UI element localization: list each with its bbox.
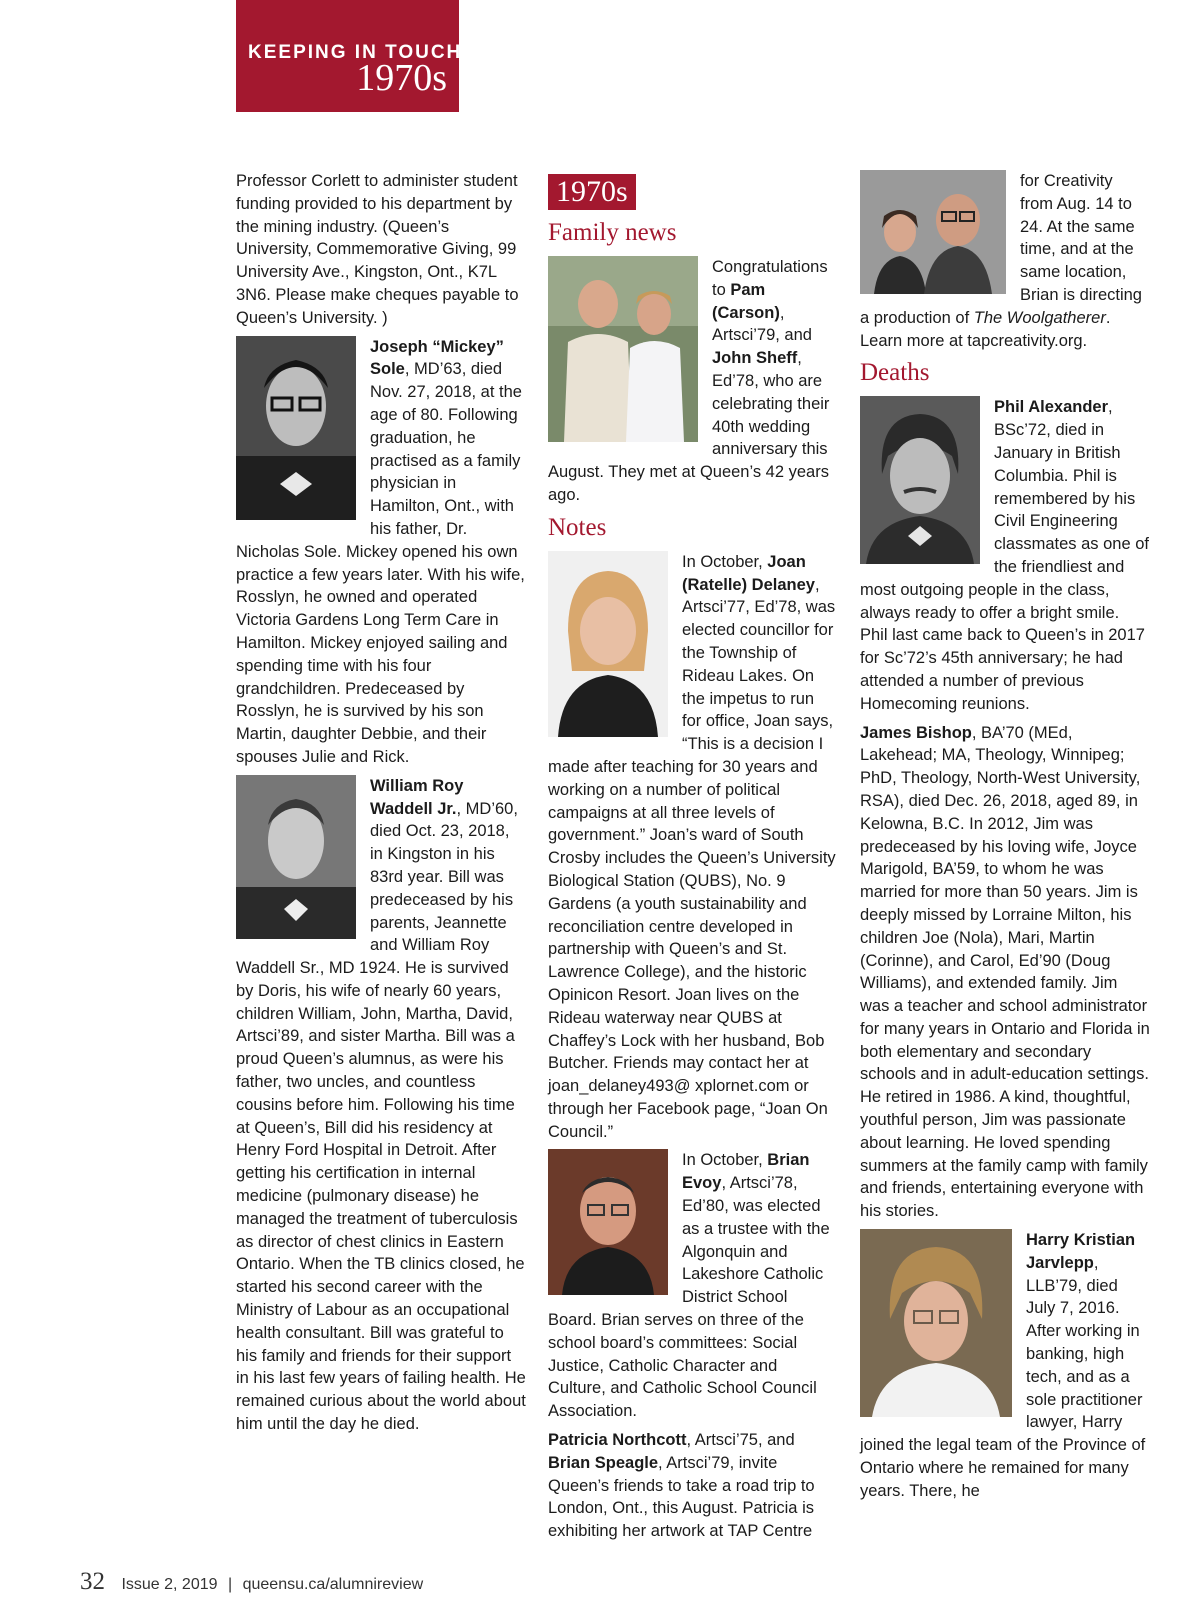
northcott-cont-text-1: for Creativity from Aug. 14 to 24. At the same time, and at the same location, Brian is directing a production of [860, 172, 1142, 327]
northcott-cont-text-2: . Learn more at tapcreativity.org. [860, 308, 1111, 350]
obituary-text-alexander: , BSc’72, died in January in British Columbia. Phil is remembered by his Civil Engineering classmates as one of the friendliest and most outgoing people in the class, always ready to offer a bright smile. Phil last came back to Queen’s in 2017 for Sc’72’s 45th anniversary; he had attended a number of previous Homecoming reunions. [860, 398, 1149, 713]
footer-separator: | [227, 1576, 233, 1593]
photo-joseph-sole [236, 336, 356, 520]
family-news-heading: Family news [548, 219, 677, 246]
family-news-item [548, 256, 836, 507]
photo-william-waddell [236, 775, 356, 939]
name-harry-jarvlepp: Harry Kristian Jarvlepp [1026, 1231, 1136, 1272]
obituary-waddell [236, 775, 526, 1436]
obituary-text-waddell: , MD’60, died Oct. 23, 2018, in Kingston in his 83rd year. Bill was predeceased by his parents, Jeannette and William Roy Waddell Sr., MD 1924. He is survived by Doris, his wife of nearly 60 years, children William, John, Martha, David, Artsci’89, and sister Martha. Bill was a proud Queen’s alumnus, as were his father, two uncles, and countless cousins before him. Following his time at Queen’s, Bill did his residency at Henry Ford Hospital in Detroit. After getting his certification in internal medicine (pulmonary disease) he managed the treatment of tuberculosis as director of chest clinics in Eastern Ontario. When the TB clinics closed, he started his second career with the Ministry of Labour as an occupational health consultant. Bill was grateful to his family and friends for their support in his last few years of failing health. He remained curious about the world about him until the day he died. [236, 799, 526, 1434]
obituary-jarvlepp [860, 1229, 1150, 1503]
obituary-alexander [860, 396, 1150, 715]
evoy-text-2: , Artsci’78, Ed’80, was elected as a trustee with the Algonquin and Lakeshore Catholic District School Board. Brian serves on three of the school board’s committees: Social Justice, Catholic Character and Culture, and Catholic School Council Association. [548, 1174, 830, 1421]
name-james-bishop: James Bishop [860, 723, 972, 742]
name-john-sheff: John Sheff [712, 349, 798, 368]
delaney-text-2: , Artsci’77, Ed’78, was elected councillor for the Township of Rideau Lakes. On the impetus to run for office, Joan says, “This is a decision I made after teaching for 30 years and working on a number of political campaigns at all three levels of government.” Joan’s ward of South Crosby includes the Queen’s University Biological Station (QUBS), No. 9 Gardens (a youth sustainability and reconciliation centre developed in partnership with Queen’s and St. Lawrence College), and the historic Opinicon Resort. Joan lives on the Rideau waterway near QUBS at Chaffey’s Lock with her husband, Bob Butcher. Friends may contact her at joan_delaney493@ xplornet.com or through her Facebook page, “Joan On Council.” [548, 575, 836, 1141]
note-delaney [548, 551, 836, 1144]
family-text-2: , Artsci’79, and [712, 303, 812, 345]
intro-paragraph: Professor Corlett to administer student funding provided to his department by the mining industry. (Queen’s University, Commemorative Giving, 99 University Ave., Kingston, Ont., K7L 3N6. Please make cheques payable to Queen’s University. ) [236, 172, 519, 327]
photo-northcott-speagle [860, 170, 1006, 294]
obituary-text-sole: , MD’63, died Nov. 27, 2018, at the age of 80. Following graduation, he practised as a family physician in Hamilton, Ont., with his father, Dr. Nicholas Sole. Mickey opened his own practice a few years later. With his wife, Rosslyn, he owned and operated Victoria Gardens Long Term Care in Hamilton. Mickey enjoyed sailing and spending time with his four grandchildren. Predeceased by Rosslyn, he is survived by his son Martin, daughter Debbie, and their spouses Julie and Rick. [236, 360, 525, 766]
issue-label: Issue 2, 2019 [121, 1576, 218, 1593]
section-title: KEEPING IN TOUCH [248, 42, 463, 63]
obituary-text-jarvlepp: , LLB’79, died July 7, 2016. After working in banking, high tech, and as a sole practitioner lawyer, Harry joined the legal team of the Province of Ontario where he remained for many years. There, he [860, 1253, 1146, 1500]
name-brian-speagle: Brian Speagle [548, 1453, 659, 1472]
name-brian-evoy: Brian Evoy [682, 1151, 810, 1193]
obituary-bishop [860, 722, 1150, 1224]
name-phil-alexander: Phil Alexander [994, 398, 1109, 417]
decade-badge: 1970s [548, 174, 636, 210]
notes-heading: Notes [548, 513, 607, 541]
play-title: The Woolgatherer [973, 308, 1106, 327]
note-northcott-continued [860, 170, 1150, 352]
evoy-text-1: In October, [682, 1151, 768, 1170]
column-1 [236, 170, 526, 1442]
family-text-3: , Ed’78, who are celebrating their 40th wedding anniversary this August. They met at Queen’s 42 years ago. [548, 349, 830, 504]
northcott-text-1: , Artsci’75, and [686, 1431, 795, 1450]
name-joseph-sole: Joseph “Mickey” Sole [370, 337, 504, 379]
photo-phil-alexander [860, 396, 980, 564]
photo-harry-jarvlepp [860, 1229, 1012, 1417]
obituary-text-bishop: , BA’70 (MEd, Lakehead; MA, Theology, Winnipeg; PhD, Theology, North-West University, RSA), died Dec. 26, 2018, aged 89, in Kelowna, B.C. In 2012, Jim was predeceased by his loving wife, Joyce Marigold, BA’59, to whom he was married for more than 50 years. Jim is deeply missed by Lorraine Milton, his children Joe (Nola), Mari, Martin (Corinne), and Carol, Ed’90 (Doug Williams), and extended family. Jim was a teacher and school administrator for many years in Ontario and Florida in both elementary and secondary schools and in adult-education settings. He retired in 1986. A kind, thoughtful, youthful person, Jim was passionate about learning. He loved spending summers at the family camp with family and friends, entertaining everyone with his stories. [860, 723, 1150, 1221]
photo-joan-delaney [548, 551, 668, 737]
obituary-sole [236, 336, 526, 769]
section-decade: 1970s [356, 57, 447, 99]
column-3 [860, 170, 1150, 1509]
northcott-text-2: , Artsci’79, invite Queen’s friends to take a road trip to London, Ont., this August. Patricia is exhibiting her artwork at TAP Centre [548, 1453, 815, 1541]
deaths-heading: Deaths [860, 359, 930, 387]
page-footer [80, 1568, 423, 1596]
photo-brian-evoy [548, 1149, 668, 1295]
family-text-1: Congratulations to [712, 258, 828, 299]
column-2 [548, 170, 836, 1549]
name-william-waddell: William Roy Waddell Jr. [370, 776, 464, 818]
delaney-text-1: In October, [682, 552, 768, 571]
page-number: 32 [80, 1568, 105, 1595]
section-header [236, 0, 463, 112]
name-joan-delaney: Joan (Ratelle) Delaney [682, 552, 815, 594]
name-pam-carson: Pam (Carson) [712, 280, 780, 322]
photo-pam-john [548, 256, 698, 442]
note-evoy [548, 1149, 836, 1423]
note-northcott [548, 1429, 836, 1543]
footer-url: queensu.ca/alumnireview [242, 1576, 424, 1593]
name-patricia-northcott: Patricia Northcott [548, 1431, 687, 1450]
